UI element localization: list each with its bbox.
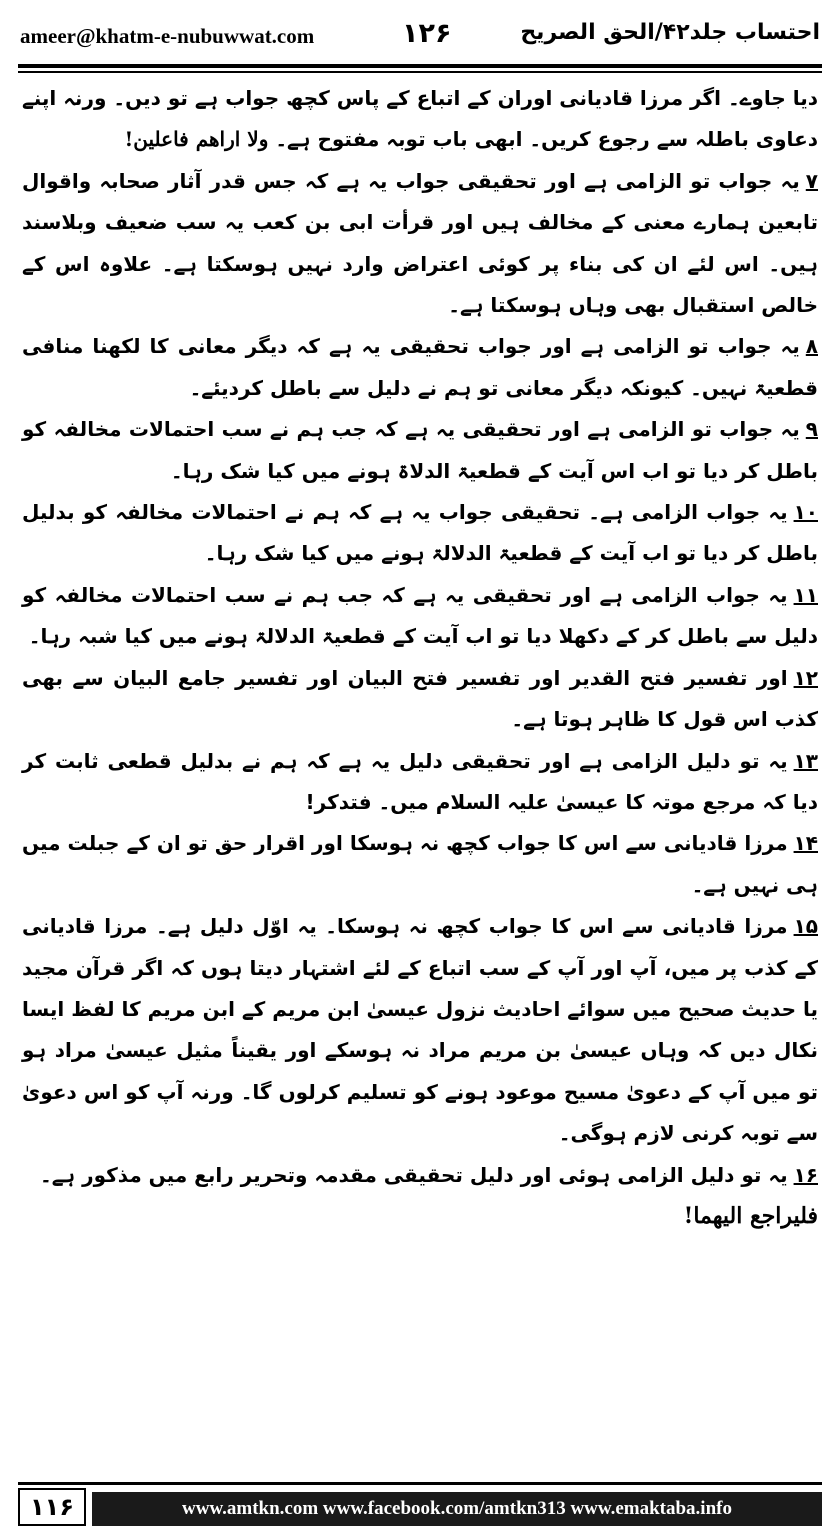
item-text: یہ جواب الزامی ہے۔ تحقیقی جواب یہ ہے کہ ہم نے احتمالات مخالفہ کو بدلیل باطل کر دیا تو اب آیت کے قطعیۃ الدلالۃ ہونے میں کیا شک رہا۔ [22,500,818,566]
item-number: ۱۶ [793,1162,818,1187]
item-number: ۱۵ [793,914,818,939]
item-number: ۱۱ [793,582,818,607]
list-item [22,658,818,741]
item-text: یہ جواب تو الزامی ہے اور جواب تحقیقی یہ ہے کہ دیگر معانی کا لکھنا منافی قطعیۃ نہیں۔ کیونکہ دیگر معانی تو ہم نے دلیل سے باطل کردیئے۔ [22,334,818,400]
footer-bar [92,1492,822,1526]
body-text [22,78,818,1237]
list-item [22,492,818,575]
item-text: یہ تو دلیل الزامی ہوئی اور دلیل تحقیقی مقدمہ وتحریر رابع میں مذکور ہے۔ [39,1162,788,1187]
footer-links[interactable]: www.amtkn.com www.facebook.com/amtkn313 www.emaktaba.info [182,1498,732,1519]
header-email[interactable]: ameer@khatm-e-nubuwwat.com [20,24,315,48]
list-item [22,575,818,658]
header-page-number: ۱۲۶ [402,18,452,49]
intro-text: دیا جاوے۔ اگر مرزا قادیانی اوران کے اتباع کے پاس کچھ جواب ہے تو دیں۔ ورنہ اپنے دعاوی باطلہ سے رجوع کریں۔ ابھی باب توبہ مفتوح ہے۔ [22,86,818,152]
item-number: ۸ [805,334,818,359]
item-text: مرزا قادیانی سے اس کا جواب کچھ نہ ہوسکا اور اقرار حق تو ان کے جبلت میں ہی نہیں ہے۔ [22,831,818,897]
footer-page-number: ۱۱۶ [18,1488,86,1526]
item-text: یہ جواب تو الزامی ہے اور تحقیقی جواب یہ ہے کہ جس قدر آثار صحابہ واقوال تابعین ہمارے معنی کے مخالف ہیں اور قرأت ابی بن کعب یہ سب ضعیف وبلاسند ہیں۔ اس لئے ان کی بناء پر کوئی اعتراض وارد نہیں ہوسکتا ہے۔ علاوہ اس کے خالص استقبال بھی وہاں ہوسکتا ہے۔ [22,168,818,318]
list-item [22,823,818,906]
item-number: ۱۳ [793,748,818,773]
item-text: یہ تو دلیل الزامی ہے اور تحقیقی دلیل یہ ہے کہ ہم نے بدلیل قطعی ثابت کر دیا کہ مرجع موتہ کا عیسیٰ علیہ السلام میں۔ فتدکر! [22,748,818,814]
list-item [22,409,818,492]
list-item [22,1155,818,1196]
header-title: احتساب جلد۴۲/الحق الصریح [520,20,820,45]
intro-paragraph [22,78,818,161]
footer-divider [18,1482,822,1485]
item-text: یہ جواب الزامی ہے اور تحقیقی یہ ہے کہ جب ہم نے سب احتمالات مخالفہ کو دلیل سے باطل کر کے دکھلا دیا تو اب آیت کے قطعیۃ الدلالۃ ہونے میں کیا شبہ رہا۔ [22,582,818,649]
item-text: اور تفسیر فتح القدیر اور تفسیر فتح البیان اور تفسیر جامع البیان سے بھی کذب اس قول کا ظاہر ہوتا ہے۔ [22,665,818,732]
page-footer [18,1482,822,1526]
list-item [22,161,818,327]
item-text: مرزا قادیانی سے اس کا جواب کچھ نہ ہوسکا۔ یہ اوّل دلیل ہے۔ مرزا قادیانی کے کذب پر میں، آپ اور آپ کے سب اتباع کے لئے اشتہار دیتا ہوں کہ اگر قرآن مجید یا حدیث صحیح میں سوائے احادیث نزول عیسیٰ ابن مریم کے ابن مریم کا لفظ ایسا نکال دیں کہ وہاں عیسیٰ بن مریم مراد نہ ہوسکے اور یقیناً مثیل عیسیٰ مراد ہو تو میں آپ کے دعویٰ مسیح موعود ہونے کو تسلیم کرلوں گا۔ ورنہ آپ کو اس دعویٰ سے توبہ کرنی لازم ہوگی۔ [22,914,818,1146]
item-number: ۹ [805,417,818,442]
item-number: ۱۲ [793,665,818,690]
item-number: ۱۰ [793,500,818,525]
item-number: ۱۴ [793,831,818,856]
list-item [22,906,818,1154]
header-divider-thin [18,71,822,73]
intro-arabic-quote: ولا اراھم فاعلین! [124,127,269,152]
page-header [20,18,820,58]
header-divider [18,64,822,68]
list-item [22,741,818,824]
item-number: ۷ [805,168,818,193]
item-text: یہ جواب تو الزامی ہے اور تحقیقی یہ ہے کہ جب ہم نے سب احتمالات مخالفہ کو باطل کر دیا تو اب اس آیت کے قطعیۃ الدلاۃ ہونے میں کیا شک رہا۔ [22,417,818,483]
closing-line: فلیراجع الیھما! [683,1202,818,1229]
list-item [22,326,818,409]
